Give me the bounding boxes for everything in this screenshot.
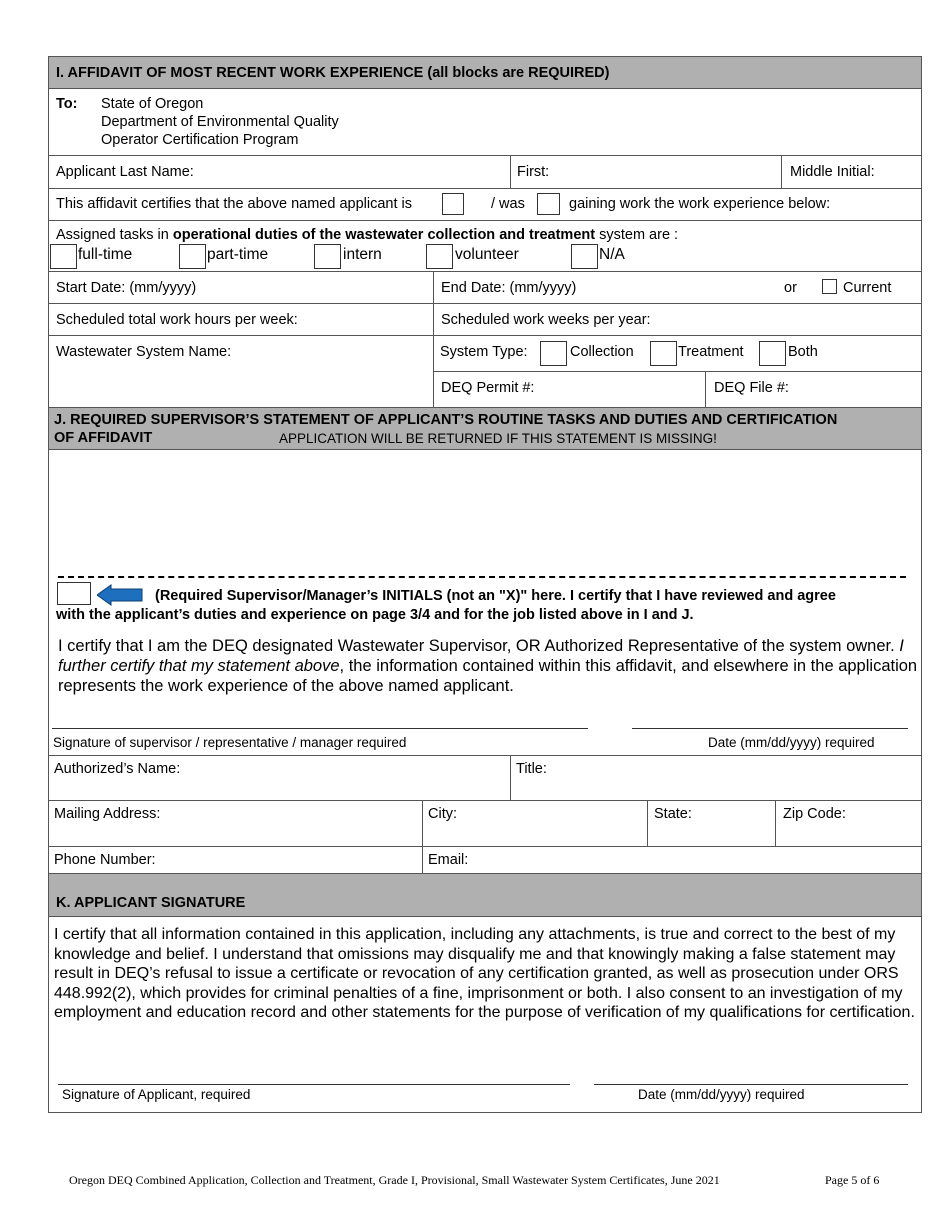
first-name-label[interactable]: First: [517, 164, 550, 180]
page-number: Page 5 of 6 [825, 1173, 880, 1187]
section-k-header: K. APPLICANT SIGNATURE [48, 873, 922, 917]
footer-text: Oregon DEQ Combined Application, Collection and Treatment, Grade I, Provisional, Small Wastewater System Certificates, June 2021 [69, 1173, 720, 1187]
volunteer-checkbox[interactable] [426, 244, 453, 269]
was-checkbox[interactable] [537, 193, 560, 215]
zip-code-label[interactable]: Zip Code: [783, 806, 846, 822]
part-time-label: part-time [207, 246, 269, 263]
middle-initial-label[interactable]: Middle Initial: [790, 164, 875, 180]
to-line-1: State of Oregon [101, 96, 204, 112]
arrow-left-icon [97, 584, 143, 606]
na-checkbox[interactable] [571, 244, 598, 269]
part-time-checkbox[interactable] [179, 244, 206, 269]
supervisor-date-label: Date (mm/dd/yyyy) required [708, 735, 875, 750]
intern-label: intern [343, 246, 382, 263]
full-time-label: full-time [78, 246, 133, 263]
to-label: To: [56, 96, 78, 112]
applicant-signature-line[interactable] [58, 1084, 570, 1085]
section-i-header: I. AFFIDAVIT OF MOST RECENT WORK EXPERIENCE (all blocks are REQUIRED) [48, 56, 922, 89]
applicant-signature-label: Signature of Applicant, required [62, 1087, 251, 1102]
initials-instruction-1: (Required Supervisor/Manager’s INITIALS (not an "X)" here. I certify that I have reviewed and agree [155, 588, 836, 604]
supervisor-certification: I certify that I am the DEQ designated Wastewater Supervisor, OR Authorized Representative of the system owner. I further certify that my statement above, the information contained within this affidavit, and elsewhere in the application represents the work experience of the above named applicant. [58, 637, 918, 695]
city-label[interactable]: City: [428, 806, 457, 822]
applicant-date-label: Date (mm/dd/yyyy) required [638, 1087, 805, 1102]
volunteer-label: volunteer [455, 246, 519, 263]
system-name-label[interactable]: Wastewater System Name: [56, 344, 232, 360]
collection-checkbox[interactable] [540, 341, 567, 366]
start-date-label[interactable]: Start Date: (mm/yyyy) [56, 280, 197, 296]
treatment-label: Treatment [678, 344, 744, 360]
certify-was: / was [491, 196, 525, 212]
phone-number-label[interactable]: Phone Number: [54, 852, 156, 868]
last-name-label[interactable]: Applicant Last Name: [56, 164, 194, 180]
supervisor-date-line[interactable] [632, 728, 908, 729]
supervisor-signature-label: Signature of supervisor / representative / manager required [53, 735, 407, 750]
to-line-3: Operator Certification Program [101, 132, 299, 148]
hours-per-week-label[interactable]: Scheduled total work hours per week: [56, 312, 298, 328]
state-label[interactable]: State: [654, 806, 692, 822]
assigned-tasks-text: Assigned tasks in operational duties of the wastewater collection and treatment system are : [56, 227, 679, 243]
title-label[interactable]: Title: [516, 761, 547, 777]
collection-label: Collection [570, 344, 634, 360]
both-checkbox[interactable] [759, 341, 786, 366]
system-type-label: System Type: [440, 344, 528, 360]
initials-box[interactable] [57, 582, 91, 605]
applicant-certification: I certify that all information contained in this application, including any attachments, is true and correct to the best of my knowledge and belief. I understand that omissions may disqualify me and that knowingly making a false statement may result in DEQ’s refusal to issue a certificate or revocation of any certification granted, as well as prosecution under ORS 448.992(2), which provides for criminal penalties of a fine, imprisonment or both. I also consent to an investigation of my employment and education record and other statements for the purpose of verification of my qualifications for certification. [54, 926, 915, 1022]
current-label: Current [843, 280, 892, 296]
authorized-name-label[interactable]: Authorized’s Name: [54, 761, 181, 777]
or-label: or [784, 280, 797, 296]
deq-permit-label[interactable]: DEQ Permit #: [441, 380, 535, 396]
na-label: N/A [599, 246, 625, 263]
certify-prefix: This affidavit certifies that the above named applicant is [56, 196, 412, 212]
supervisor-signature-line[interactable] [52, 728, 588, 729]
current-checkbox[interactable] [822, 279, 837, 294]
intern-checkbox[interactable] [314, 244, 341, 269]
deq-file-label[interactable]: DEQ File #: [714, 380, 789, 396]
email-label[interactable]: Email: [428, 852, 469, 868]
end-date-label[interactable]: End Date: (mm/yyyy) [441, 280, 577, 296]
mailing-address-label[interactable]: Mailing Address: [54, 806, 161, 822]
certify-suffix: gaining work the work experience below: [569, 196, 831, 212]
supervisor-statement-area[interactable] [58, 576, 906, 578]
is-checkbox[interactable] [442, 193, 464, 215]
both-label: Both [788, 344, 818, 360]
treatment-checkbox[interactable] [650, 341, 677, 366]
weeks-per-year-label[interactable]: Scheduled work weeks per year: [441, 312, 651, 328]
section-j-header: J. REQUIRED SUPERVISOR’S STATEMENT OF APPLICANT’S ROUTINE TASKS AND DUTIES AND CERTIFICATION OF AFFIDAVIT APPLICATION WILL BE RETURNED IF THIS STATEMENT IS MISSING! [48, 407, 922, 450]
initials-instruction-2: with the applicant’s duties and experience on page 3/4 and for the job listed above in I and J. [56, 607, 694, 623]
full-time-checkbox[interactable] [50, 244, 77, 269]
applicant-date-line[interactable] [594, 1084, 908, 1085]
to-line-2: Department of Environmental Quality [101, 114, 339, 130]
